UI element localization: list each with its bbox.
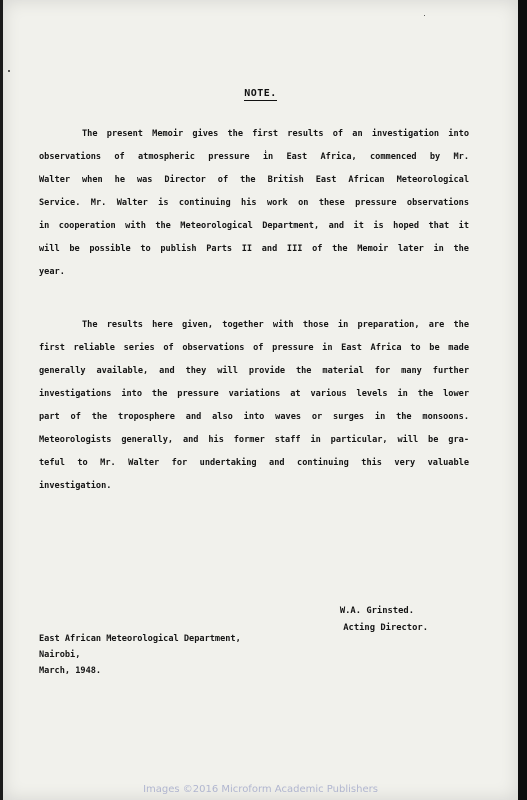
document-page (3, 0, 518, 800)
paragraph-2-line: part of the troposphere and also into waves or surges in the monsoons. (39, 412, 469, 422)
paragraph-2-line: investigations into the pressure variations at various levels in the lower (39, 389, 469, 399)
signatory-name: W.A. Grinsted. (339, 606, 414, 616)
paragraph-1-line: The present Memoir gives the first results of an investigation into (82, 129, 469, 139)
paragraph-1-line: year. (39, 267, 65, 277)
paragraph-2-line: investigation. (39, 481, 112, 491)
paragraph-2-line: Meteorologists generally, and his former staff in particular, will be gra- (39, 435, 469, 445)
paragraph-1 (39, 123, 469, 284)
signatory-title: Acting Director. (343, 623, 428, 633)
note-heading: NOTE. (244, 88, 277, 99)
paragraph-1-line: Walter when he was Director of the British East African Meteorological (39, 175, 469, 185)
watermark: Images ©2016 Microform Academic Publishers (143, 784, 378, 795)
address-block (39, 631, 241, 679)
paragraph-2 (39, 314, 469, 498)
address-line: East African Meteorological Department, (39, 634, 241, 644)
paragraph-1-line: in cooperation with the Meteorological Department, and it is hoped that it (39, 221, 469, 231)
address-line: Nairobi, (39, 650, 81, 660)
address-line: March, 1948. (39, 666, 102, 676)
scan-border (518, 0, 527, 800)
signature-block (340, 603, 428, 637)
paragraph-2-line: generally available, and they will provide the material for many further (39, 366, 469, 376)
paragraph-1-line: will be possible to publish Parts II and III of the Memoir later in the (39, 244, 469, 254)
paragraph-1-line: observations of atmospheric pressure in East Africa, commenced by Mr. (39, 152, 469, 162)
paragraph-2-line: teful to Mr. Walter for undertaking and continuing this very valuable (39, 458, 469, 468)
paragraph-2-line: first reliable series of observations of pressure in East Africa to be made (39, 343, 469, 353)
paragraph-2-line: The results here given, together with those in preparation, are the (82, 320, 469, 330)
paragraph-1-line: Service. Mr. Walter is continuing his work on these pressure observations (39, 198, 469, 208)
